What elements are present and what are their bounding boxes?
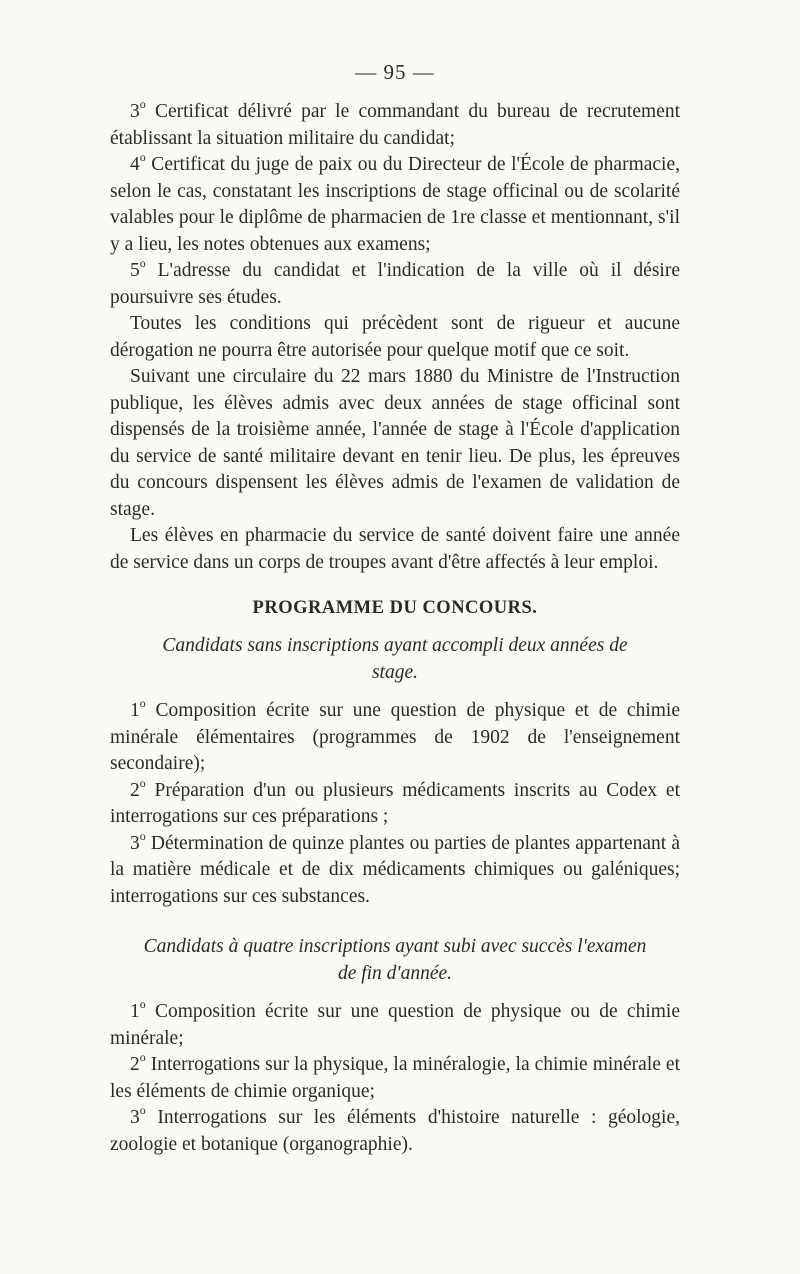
paragraph: 3$^o$ Certificat délivré par le commandant du bureau de recrutement établissant la situation militaire du candidat;	[110, 97, 680, 149]
document-page	[110, 60, 680, 1158]
paragraph: Les élèves en pharmacie du service de santé doivent faire une année de service dans un corps de troupes avant d'être affectés à leur emploi.	[110, 525, 680, 573]
paragraph: 5$^o$ L'adresse du candidat et l'indication de la ville où il désire poursuivre ses études.	[110, 256, 680, 308]
page-number: — 95 —	[355, 60, 435, 84]
list-item: 3$^o$ Interrogations sur les éléments d'histoire naturelle : géologie, zoologie et botanique (organographie).	[110, 1103, 680, 1155]
subheading-1: Candidats sans inscriptions ayant accompli deux années de stage.	[162, 635, 628, 683]
section-1-items	[110, 698, 680, 910]
list-item: 2$^o$ Interrogations sur la physique, la minéralogie, la chimie minérale et les éléments de chimie organique;	[110, 1050, 680, 1102]
subheading-2: Candidats à quatre inscriptions ayant subi avec succès l'examen de fin d'année.	[143, 936, 647, 984]
section-2-items	[110, 999, 680, 1158]
list-item: 2$^o$ Préparation d'un ou plusieurs médicaments inscrits au Codex et interrogations sur ces préparations ;	[110, 775, 680, 827]
section-heading: PROGRAMME DU CONCOURS.	[252, 598, 538, 618]
paragraph: Toutes les conditions qui précèdent sont de rigueur et aucune dérogation ne pourra être autorisée pour quelque motif que ce soit.	[110, 313, 680, 361]
paragraph: Suivant une circulaire du 22 mars 1880 du Ministre de l'Instruction publique, les élèves admis avec deux années de stage officinal sont dispensés de la troisième année, l'année de stage à l'École d'application du service de santé militaire devant en tenir lieu. De plus, les épreuves du concours dispensent les élèves admis de l'examen de validation de stage.	[110, 366, 680, 520]
list-item: 1$^o$ Composition écrite sur une question de physique ou de chimie minérale;	[110, 997, 680, 1049]
list-item: 3$^o$ Détermination de quinze plantes ou parties de plantes appartenant à la matière médicale et de dix médicaments chimiques ou galéniques; interrogations sur ces substances.	[110, 828, 680, 907]
top-paragraphs	[110, 99, 680, 576]
paragraph: 4$^o$ Certificat du juge de paix ou du Directeur de l'École de pharmacie, selon le cas, constatant les inscriptions de stage officinal ou de scolarité valables pour le diplôme de pharmacien de 1re classe et mentionnant, s'il y a lieu, les notes obtenues aux examens;	[110, 150, 680, 255]
list-item: 1$^o$ Composition écrite sur une question de physique et de chimie minérale élémentaires (programmes de 1902 de l'enseignement secondaire);	[110, 696, 680, 774]
